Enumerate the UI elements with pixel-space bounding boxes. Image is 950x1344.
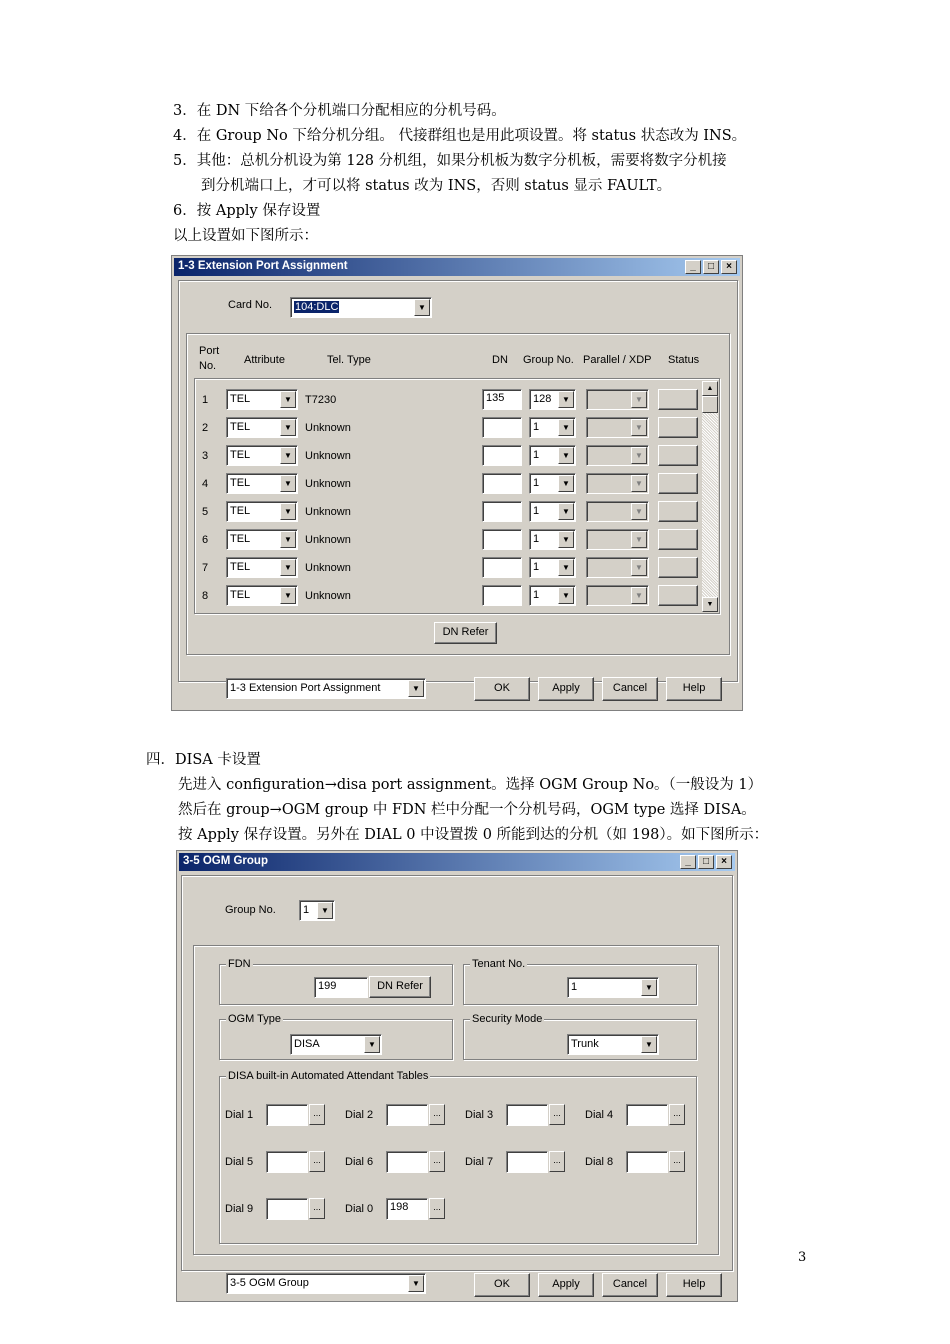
chevron-down-icon[interactable]: ▼: [364, 1036, 380, 1053]
port-number: 1: [202, 394, 209, 406]
card-no-label: Card No.: [228, 299, 273, 311]
dial-input[interactable]: [506, 1151, 548, 1173]
card-no-select[interactable]: 104:DLC ▼: [290, 297, 432, 318]
col-status: Status: [668, 354, 700, 366]
screen-nav-select[interactable]: 1-3 Extension Port Assignment ▼: [226, 678, 426, 699]
chevron-down-icon[interactable]: ▼: [408, 680, 424, 697]
chevron-down-icon[interactable]: ▼: [558, 587, 574, 604]
scroll-down-icon[interactable]: ▼: [702, 597, 718, 612]
col-parallel-xdp: Parallel / XDP: [583, 354, 652, 366]
dial-browse-button[interactable]: ...: [309, 1104, 325, 1125]
dn-input[interactable]: [482, 417, 522, 438]
dial-browse-button[interactable]: ...: [309, 1151, 325, 1172]
step-6: 6．按 Apply 保存设置: [173, 203, 321, 219]
security-mode-legend: Security Mode: [472, 1013, 543, 1025]
group-no-select[interactable]: 1 ▼: [529, 445, 576, 466]
dial-input[interactable]: 198: [386, 1198, 428, 1220]
section-4-heading: 四．DISA 卡设置: [146, 752, 261, 768]
tel-type-value: Unknown: [305, 534, 351, 546]
chevron-down-icon[interactable]: ▼: [280, 531, 296, 548]
scroll-up-icon[interactable]: ▲: [702, 381, 718, 396]
close-icon[interactable]: ×: [721, 260, 737, 274]
parallel-xdp-select: [586, 417, 649, 438]
ok-button[interactable]: OK: [474, 1273, 530, 1297]
group-no-select[interactable]: 1 ▼: [529, 585, 576, 606]
chevron-down-icon[interactable]: ▼: [558, 559, 574, 576]
status-button[interactable]: [658, 473, 698, 494]
chevron-down-icon[interactable]: ▼: [280, 447, 296, 464]
chevron-down-icon: ▼: [631, 391, 647, 408]
screen-nav-select[interactable]: 3-5 OGM Group ▼: [226, 1273, 426, 1294]
group-no-select[interactable]: 1 ▼: [529, 529, 576, 550]
ok-button[interactable]: OK: [474, 677, 530, 701]
page-number: 3: [798, 1250, 807, 1265]
dn-input[interactable]: [482, 585, 522, 606]
chevron-down-icon: ▼: [631, 447, 647, 464]
port-number: 4: [202, 478, 209, 490]
title-bar: 3-5 OGM Group _ □ ×: [179, 853, 735, 871]
status-button[interactable]: [658, 557, 698, 578]
chevron-down-icon: ▼: [631, 559, 647, 576]
dial-browse-button[interactable]: ...: [669, 1151, 685, 1172]
dial-input[interactable]: [266, 1151, 308, 1173]
dial-input[interactable]: [626, 1104, 668, 1126]
section-4-line-3: 按 Apply 保存设置。另外在 DIAL 0 中设置拨 0 所能到达的分机（如 198）。如下图所示：: [178, 827, 769, 843]
group-no-label: Group No.: [225, 904, 276, 916]
port-number: 8: [202, 590, 209, 602]
col-port-no: No.: [199, 360, 217, 372]
parallel-xdp-select: [586, 557, 649, 578]
col-attribute: Attribute: [244, 354, 285, 366]
attribute-select[interactable]: TEL ▼: [226, 585, 298, 606]
step-5-cont: 到分机端口上，才可以将 status 改为 INS，否则 status 显示 FAULT。: [201, 178, 672, 194]
chevron-down-icon[interactable]: ▼: [280, 503, 296, 520]
dial-browse-button[interactable]: ...: [549, 1104, 565, 1125]
dial-label: Dial 5: [225, 1156, 254, 1168]
help-button[interactable]: Help: [666, 677, 722, 701]
tel-type-value: Unknown: [305, 478, 351, 490]
dial-browse-button[interactable]: ...: [429, 1198, 445, 1219]
dial-label: Dial 4: [585, 1109, 614, 1121]
dn-input[interactable]: [482, 473, 522, 494]
extension-port-assignment-window: [171, 255, 743, 711]
dial-input[interactable]: [266, 1104, 308, 1126]
caption-1: 以上设置如下图所示：: [173, 228, 318, 244]
dial-input[interactable]: [386, 1104, 428, 1126]
title-bar: 1-3 Extension Port Assignment _ □ ×: [174, 258, 740, 276]
apply-button[interactable]: Apply: [538, 1273, 594, 1297]
cancel-button[interactable]: Cancel: [602, 1273, 658, 1297]
chevron-down-icon: ▼: [631, 503, 647, 520]
fdn-legend: FDN: [228, 958, 251, 970]
scroll-thumb[interactable]: [702, 396, 718, 413]
dial-input[interactable]: [626, 1151, 668, 1173]
dial-label: Dial 8: [585, 1156, 614, 1168]
attribute-select[interactable]: TEL ▼: [226, 445, 298, 466]
chevron-down-icon[interactable]: ▼: [280, 559, 296, 576]
dial-browse-button[interactable]: ...: [309, 1198, 325, 1219]
ogm-group-window: [176, 850, 738, 1302]
chevron-down-icon: ▼: [631, 419, 647, 436]
dial-label: Dial 3: [465, 1109, 494, 1121]
dial-label: Dial 6: [345, 1156, 374, 1168]
group-no-select[interactable]: 1 ▼: [529, 417, 576, 438]
chevron-down-icon[interactable]: ▼: [414, 299, 430, 316]
dial-browse-button[interactable]: ...: [429, 1151, 445, 1172]
attribute-select[interactable]: TEL ▼: [226, 501, 298, 522]
dial-label: Dial 7: [465, 1156, 494, 1168]
dial-input[interactable]: [266, 1198, 308, 1220]
chevron-down-icon[interactable]: ▼: [280, 419, 296, 436]
tel-type-value: Unknown: [305, 590, 351, 602]
disa-tables-legend: DISA built-in Automated Attendant Tables: [228, 1070, 429, 1082]
dial-browse-button[interactable]: ...: [669, 1104, 685, 1125]
status-button[interactable]: [658, 585, 698, 606]
dn-refer-button[interactable]: DN Refer: [369, 976, 431, 998]
group-no-select[interactable]: 1 ▼: [529, 501, 576, 522]
close-icon[interactable]: ×: [716, 855, 732, 869]
attribute-select[interactable]: TEL ▼: [226, 473, 298, 494]
status-button[interactable]: [658, 529, 698, 550]
chevron-down-icon[interactable]: ▼: [641, 979, 657, 996]
attribute-select[interactable]: TEL ▼: [226, 557, 298, 578]
chevron-down-icon[interactable]: ▼: [408, 1275, 424, 1292]
attribute-select[interactable]: TEL ▼: [226, 389, 298, 410]
chevron-down-icon: ▼: [631, 531, 647, 548]
step-3: 3．在 DN 下给各个分机端口分配相应的分机号码。: [173, 103, 506, 119]
dial-label: Dial 9: [225, 1203, 254, 1215]
chevron-down-icon[interactable]: ▼: [558, 531, 574, 548]
group-no-select[interactable]: 1 ▼: [529, 557, 576, 578]
parallel-xdp-select: [586, 501, 649, 522]
tel-type-value: T7230: [305, 394, 337, 406]
dial-label: Dial 2: [345, 1109, 374, 1121]
group-no-select[interactable]: 1 ▼: [299, 900, 335, 921]
dn-input[interactable]: [482, 557, 522, 578]
chevron-down-icon[interactable]: ▼: [558, 503, 574, 520]
cancel-button[interactable]: Cancel: [602, 677, 658, 701]
attribute-select[interactable]: TEL ▼: [226, 417, 298, 438]
parallel-xdp-select: [586, 585, 649, 606]
tel-type-value: Unknown: [305, 562, 351, 574]
dial-label: Dial 1: [225, 1109, 254, 1121]
apply-button[interactable]: Apply: [538, 677, 594, 701]
tenant-legend: Tenant No.: [472, 958, 526, 970]
col-group-no: Group No.: [523, 354, 574, 366]
chevron-down-icon[interactable]: ▼: [558, 447, 574, 464]
status-button[interactable]: [658, 389, 698, 410]
status-button[interactable]: [658, 445, 698, 466]
tel-type-value: Unknown: [305, 450, 351, 462]
attribute-select[interactable]: TEL ▼: [226, 529, 298, 550]
port-rows-area: [194, 378, 720, 614]
security-mode-select[interactable]: Trunk ▼: [567, 1034, 659, 1055]
status-button[interactable]: [658, 501, 698, 522]
dn-input[interactable]: [482, 529, 522, 550]
tenant-select[interactable]: 1 ▼: [567, 977, 659, 998]
dial-label: Dial 0: [345, 1203, 374, 1215]
port-number: 3: [202, 450, 209, 462]
col-port: Port: [199, 345, 220, 357]
chevron-down-icon[interactable]: ▼: [317, 902, 333, 919]
chevron-down-icon[interactable]: ▼: [558, 475, 574, 492]
maximize-icon[interactable]: □: [703, 260, 719, 274]
group-no-select[interactable]: 1 ▼: [529, 473, 576, 494]
section-4-line-1: 先进入 configuration→disa port assignment。选择 OGM Group No。（一般设为 1）: [178, 777, 763, 793]
group-no-select[interactable]: 128 ▼: [529, 389, 576, 410]
chevron-down-icon[interactable]: ▼: [280, 587, 296, 604]
port-number: 7: [202, 562, 209, 574]
ogm-type-legend: OGM Type: [228, 1013, 281, 1025]
section-4-line-2: 然后在 group→OGM group 中 FDN 栏中分配一个分机号码，OGM type 选择 DISA。: [178, 802, 756, 818]
dn-refer-button[interactable]: DN Refer: [434, 622, 497, 644]
dn-input[interactable]: [482, 445, 522, 466]
col-dn: DN: [492, 354, 508, 366]
port-number: 2: [202, 422, 209, 434]
parallel-xdp-select: [586, 473, 649, 494]
chevron-down-icon: ▼: [631, 587, 647, 604]
dial-input[interactable]: [506, 1104, 548, 1126]
chevron-down-icon[interactable]: ▼: [280, 475, 296, 492]
vertical-scrollbar[interactable]: [702, 381, 718, 612]
chevron-down-icon[interactable]: ▼: [558, 419, 574, 436]
dial-input[interactable]: [386, 1151, 428, 1173]
step-4: 4．在 Group No 下给分机分组。 代接群组也是用此项设置。将 status 状态改为 INS。: [173, 128, 747, 144]
help-button[interactable]: Help: [666, 1273, 722, 1297]
parallel-xdp-select: [586, 445, 649, 466]
fdn-input[interactable]: 199: [314, 977, 368, 998]
col-tel-type: Tel. Type: [327, 354, 371, 366]
dial-browse-button[interactable]: ...: [429, 1104, 445, 1125]
step-5: 5．其他：总机分机设为第 128 分机组，如果分机板为数字分机板，需要将数字分机接: [173, 153, 727, 169]
port-number: 5: [202, 506, 209, 518]
port-number: 6: [202, 534, 209, 546]
parallel-xdp-select: [586, 389, 649, 410]
chevron-down-icon[interactable]: ▼: [558, 391, 574, 408]
status-button[interactable]: [658, 417, 698, 438]
minimize-icon[interactable]: _: [685, 260, 701, 274]
chevron-down-icon: ▼: [631, 475, 647, 492]
dn-input[interactable]: 135: [482, 389, 522, 410]
parallel-xdp-select: [586, 529, 649, 550]
tel-type-value: Unknown: [305, 422, 351, 434]
minimize-icon[interactable]: _: [680, 855, 696, 869]
dial-browse-button[interactable]: ...: [549, 1151, 565, 1172]
tel-type-value: Unknown: [305, 506, 351, 518]
chevron-down-icon[interactable]: ▼: [641, 1036, 657, 1053]
ogm-type-select[interactable]: DISA ▼: [290, 1034, 382, 1055]
maximize-icon[interactable]: □: [698, 855, 714, 869]
chevron-down-icon[interactable]: ▼: [280, 391, 296, 408]
dn-input[interactable]: [482, 501, 522, 522]
